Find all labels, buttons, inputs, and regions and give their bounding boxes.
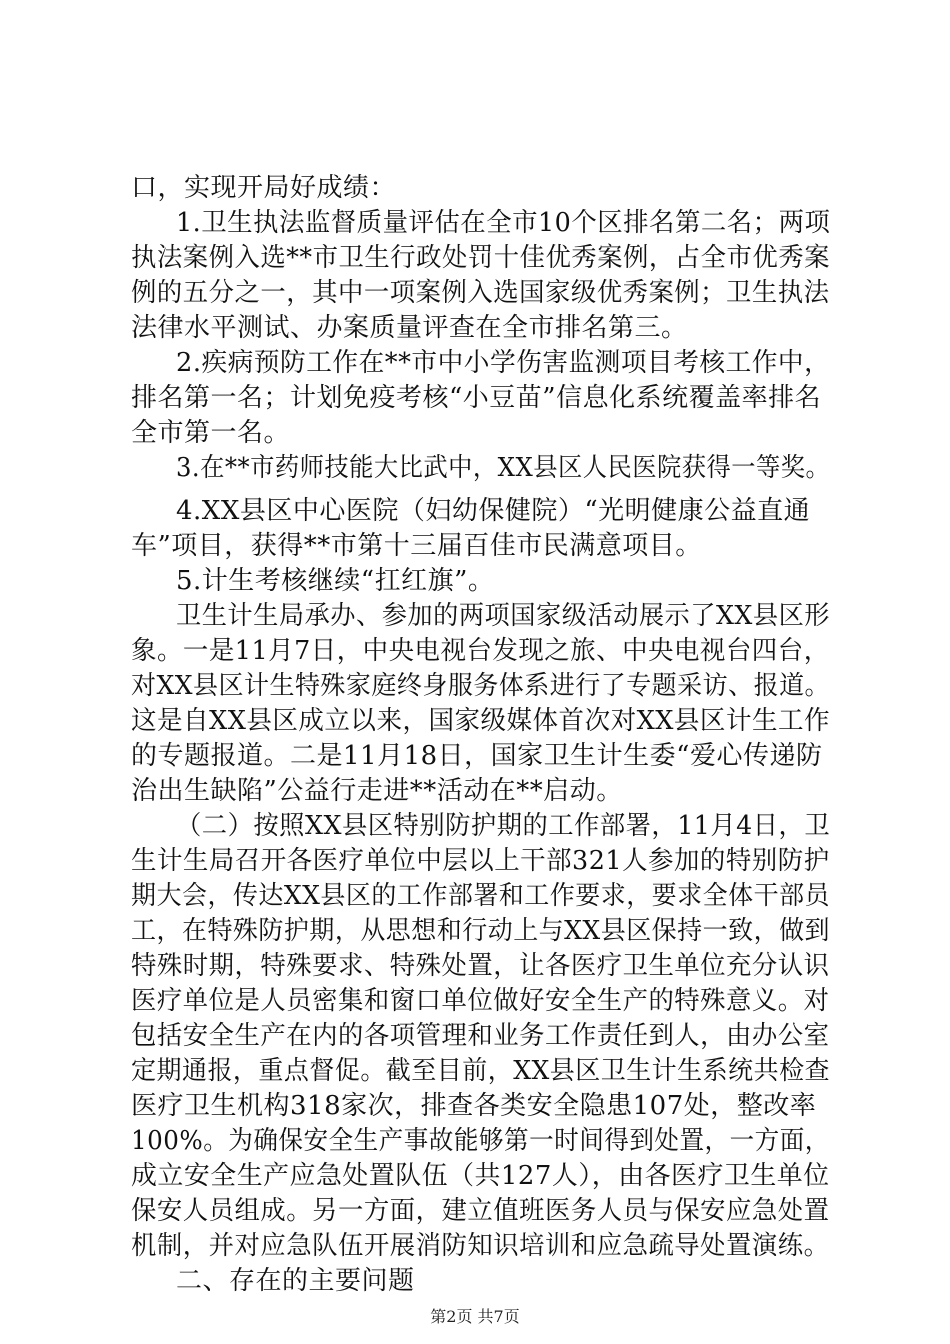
text-line: 4.XX县区中心医院（妇幼保健院）“光明健康公益直通 (176, 496, 811, 526)
text-line: 包括安全生产在内的各项管理和业务工作责任到人，由办公室 (131, 1021, 830, 1051)
text-line: 排名第一名；计划免疫考核“小豆苗”信息化系统覆盖率排名 (131, 383, 822, 413)
text-line: 5.计生考核继续“扛红旗”。 (176, 566, 495, 596)
text-line: 1.卫生执法监督质量评估在全市10个区排名第二名；两项 (176, 208, 831, 238)
text-line: 车”项目，获得**市第十三届百佳市民满意项目。 (131, 531, 702, 561)
text-line: 的专题报道。二是11月18日，国家卫生计生委“爱心传递防 (131, 741, 823, 771)
text-line: 2.疾病预防工作在**市中小学伤害监测项目考核工作中， (176, 348, 831, 378)
text-line: 口，实现开局好成绩： (131, 173, 397, 203)
text-line: 工，在特殊防护期，从思想和行动上与XX县区保持一致，做到 (131, 916, 831, 946)
text-line: 机制，并对应急队伍开展消防知识培训和应急疏导处置演练。 (131, 1231, 830, 1261)
section-heading: 二、存在的主要问题 (176, 1266, 415, 1296)
text-line: 对XX县区计生特殊家庭终身服务体系进行了专题采访、报道。 (131, 671, 831, 701)
text-line: 这是自XX县区成立以来，国家级媒体首次对XX县区计生工作 (131, 706, 831, 736)
text-line: 全市第一名。 (131, 418, 291, 448)
text-line: （二）按照XX县区特别防护期的工作部署，11月4日，卫 (176, 811, 831, 841)
page-footer: 第2页 共7页 (430, 1307, 520, 1326)
text-line: 定期通报，重点督促。截至目前，XX县区卫生计生系统共检查 (131, 1056, 831, 1086)
text-line: 100%。为确保安全生产事故能够第一时间得到处置，一方面， (131, 1126, 830, 1156)
text-line: 治出生缺陷”公益行走进**活动在**启动。 (131, 776, 623, 806)
text-line: 例的五分之一，其中一项案例入选国家级优秀案例；卫生执法 (131, 278, 830, 308)
text-line: 特殊时期，特殊要求、特殊处置，让各医疗卫生单位充分认识 (131, 951, 830, 981)
text-line: 保安人员组成。另一方面，建立值班医务人员与保安应急处置 (131, 1196, 830, 1226)
text-line: 生计生局召开各医疗单位中层以上干部321人参加的特别防护 (131, 846, 830, 876)
text-line: 象。一是11月7日，中央电视台发现之旅、中央电视台四台， (131, 636, 830, 666)
text-line: 成立安全生产应急处置队伍（共127人），由各医疗卫生单位 (131, 1161, 830, 1191)
text-line: 3.在**市药师技能大比武中，XX县区人民医院获得一等奖。 (176, 453, 831, 483)
text-line: 期大会，传达XX县区的工作部署和工作要求，要求全体干部员 (131, 881, 831, 911)
text-line: 医疗卫生机构318家次，排查各类安全隐患107处，整改率 (131, 1091, 817, 1121)
text-line: 法律水平测试、办案质量评查在全市排名第三。 (131, 313, 688, 343)
text-line: 卫生计生局承办、参加的两项国家级活动展示了XX县区形 (176, 601, 831, 631)
text-line: 执法案例入选**市卫生行政处罚十佳优秀案例，占全市优秀案 (131, 243, 831, 273)
text-line: 医疗单位是人员密集和窗口单位做好安全生产的特殊意义。对 (131, 986, 830, 1016)
